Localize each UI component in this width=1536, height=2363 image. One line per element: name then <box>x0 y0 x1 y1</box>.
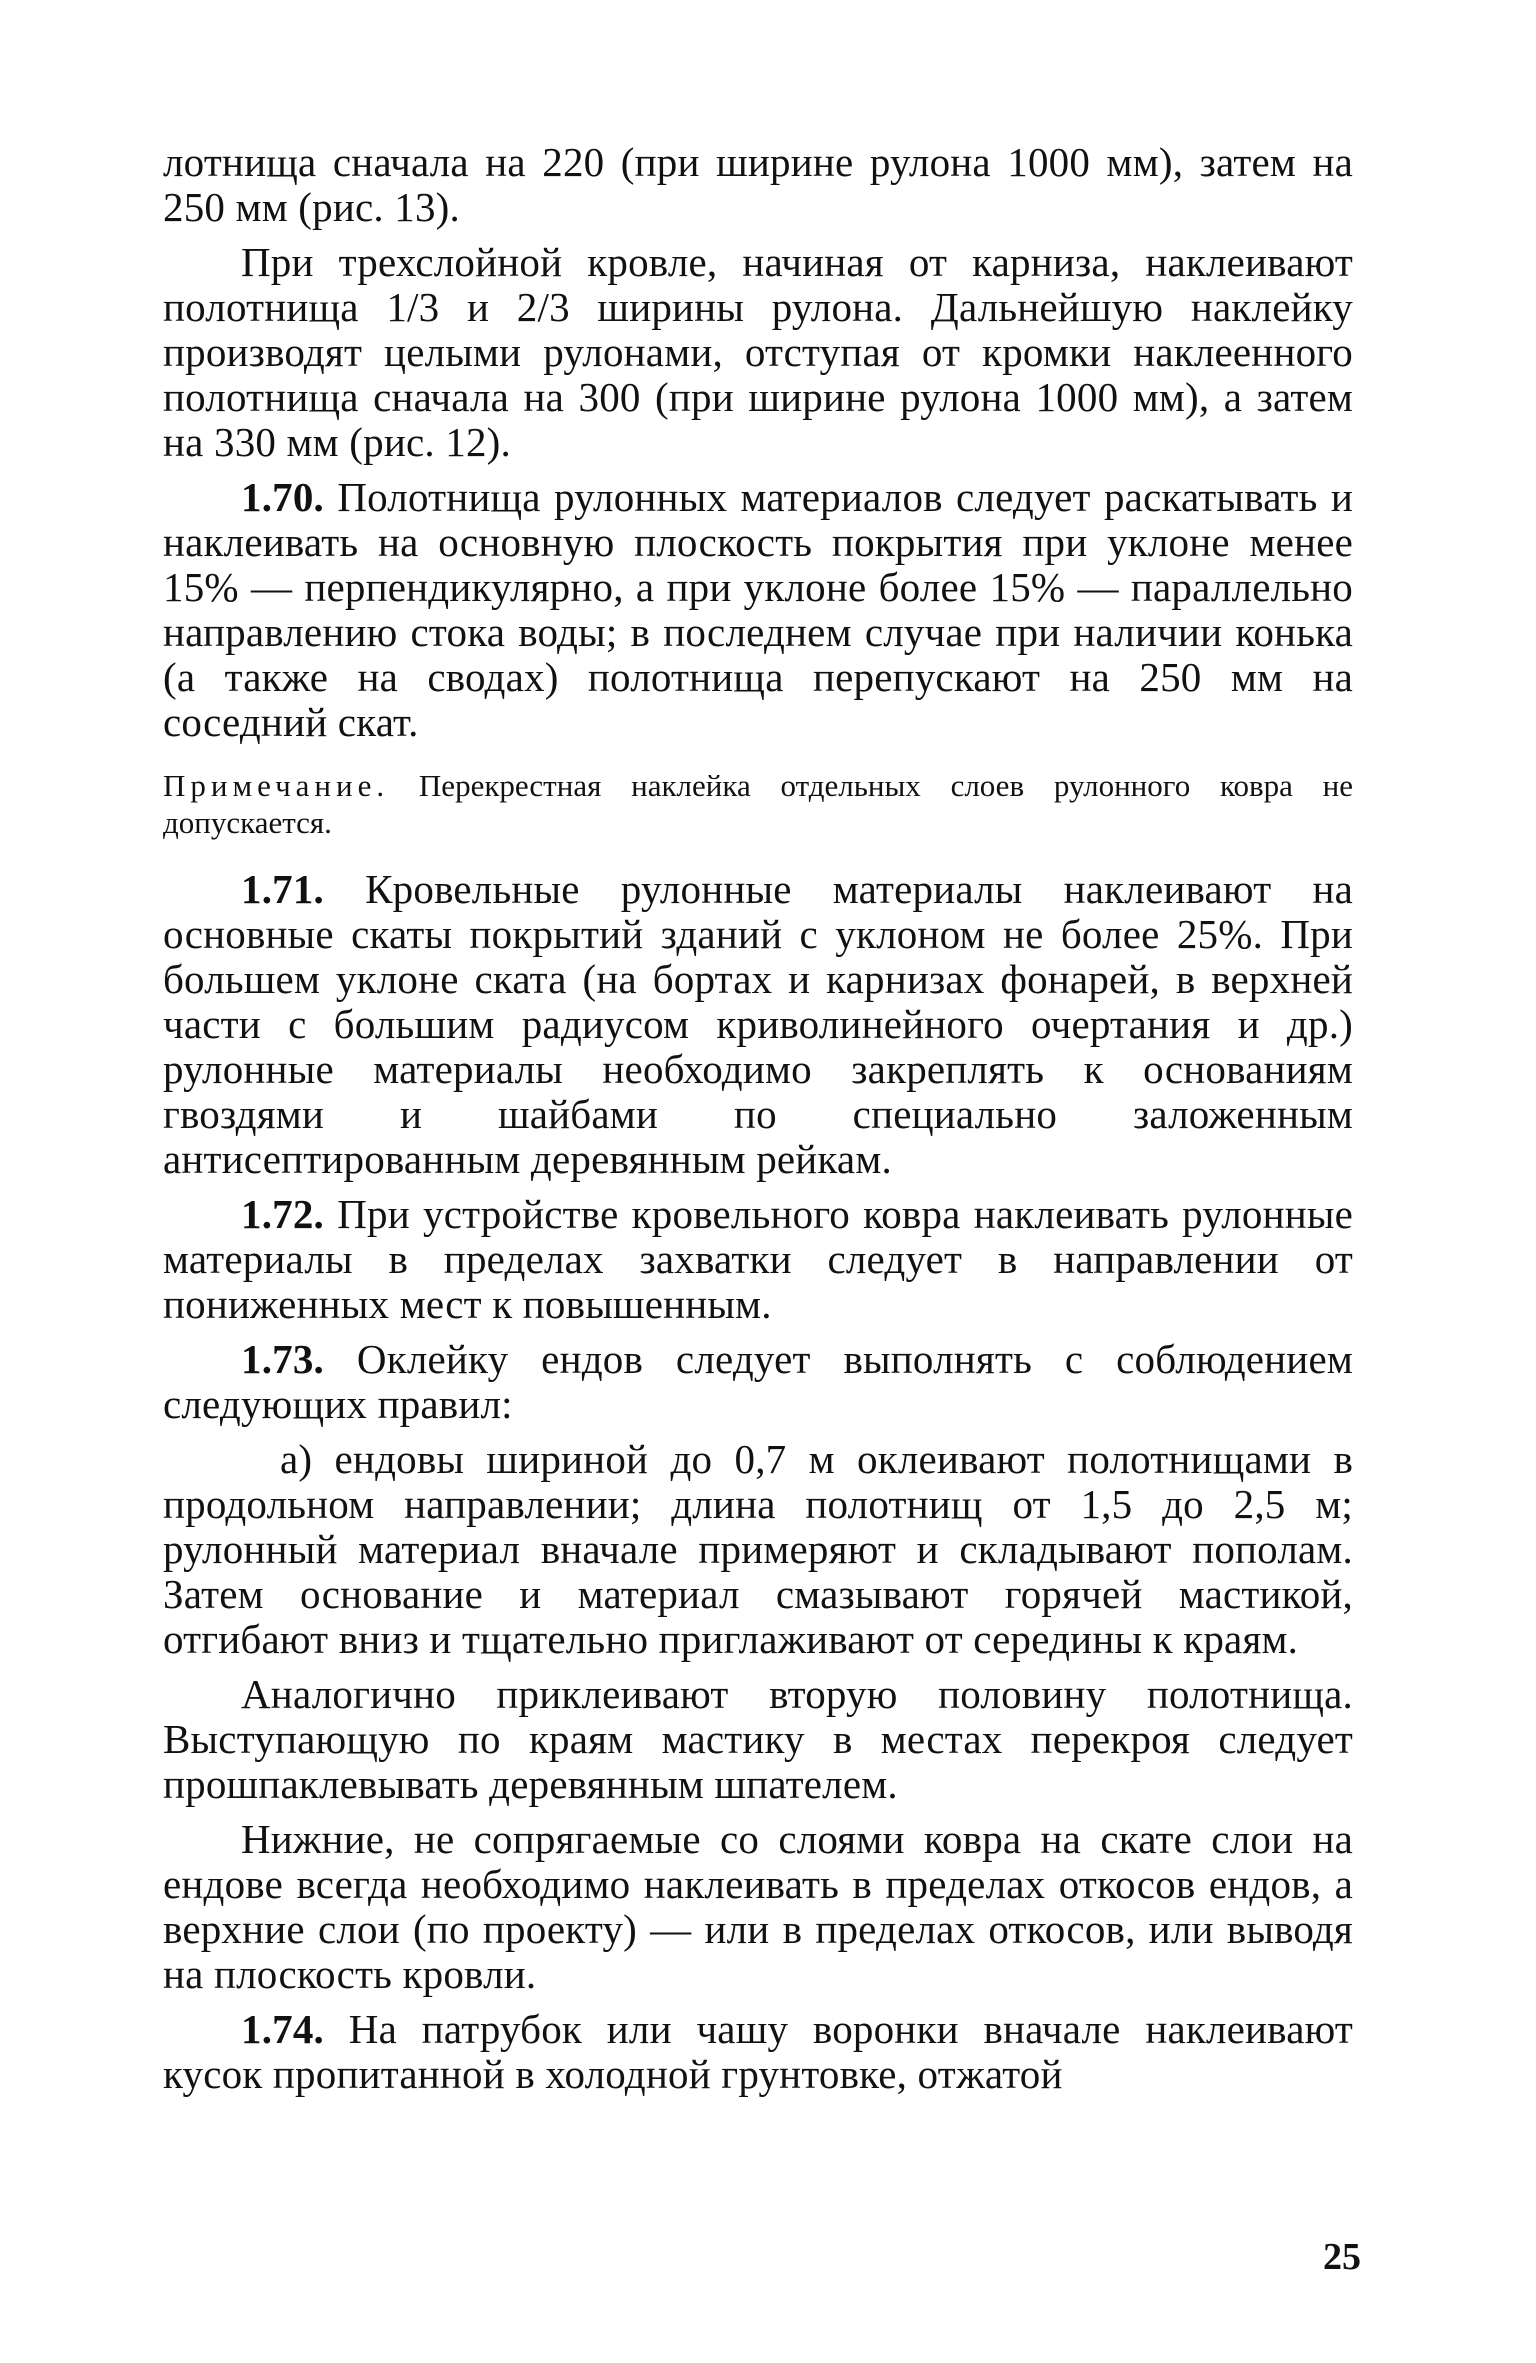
clause-1-71 <box>163 867 1353 1182</box>
clause-1-74 <box>163 2007 1353 2097</box>
paragraph-continuation: лотнища сначала на 220 (при ширине рулона 1000 мм), затем на 250 мм (рис. 13). <box>163 139 1353 230</box>
clause-1-72 <box>163 1192 1353 1327</box>
page-number: 25 <box>1323 2236 1361 2278</box>
paragraph-lower-layers: Нижние, не сопрягаемые со слоями ковра на скате слои на ендове всегда необходимо наклеивать в пределах откосов ендов, а верхние слои (по проекту) — или в пределах откосов, или выводя на плоскость кровли. <box>163 1816 1353 1997</box>
clause-text: Кровельные рулонные материалы наклеивают на основные скаты покрытий зданий с уклоном не более 25%. При большем уклоне ската (на бортах и карнизах фонарей, в верхней части с большим радиусом криволинейного очертания и др.) рулонные материалы необходимо закреплять к основаниям гвоздями и шайбами по специально заложенным антисептированным деревянным рейкам. <box>163 866 1353 1182</box>
clause-number: 1.74. <box>241 2006 324 2052</box>
clause-text: При устройстве кровельного ковра наклеивать рулонные материалы в пределах захватки следует в направлении от пониженных мест к повышенным. <box>163 1191 1354 1327</box>
clause-number: 1.71. <box>241 866 324 912</box>
clause-1-70 <box>163 475 1353 745</box>
clause-text: Оклейку ендов следует выполнять с соблюдением следующих правил: <box>163 1336 1353 1427</box>
clause-number: 1.72. <box>241 1191 324 1237</box>
clause-1-73 <box>163 1337 1353 1427</box>
note <box>163 767 1353 841</box>
clause-text: На патрубок или чашу воронки вначале наклеивают кусок пропитанной в холодной грунтовке, отжатой <box>163 2006 1354 2097</box>
clause-number: 1.73. <box>241 1336 324 1382</box>
paragraph-second-half: Аналогично приклеивают вторую половину полотнища. Выступающую по краям мастику в местах перекроя следует прошпаклевывать деревянным шпателем. <box>163 1671 1353 1807</box>
page-body <box>163 140 1353 2107</box>
paragraph-three-layer-roof: При трехслойной кровле, начиная от карниза, наклеивают полотнища 1/3 и 2/3 ширины рулона. Дальнейшую наклейку производят целыми рулонами, отступая от кромки наклеенного полотнища сначала на 300 (при ширине рулона 1000 мм), а затем на 330 мм (рис. 12). <box>163 239 1353 465</box>
clause-text: Полотнища рулонных материалов следует раскатывать и наклеивать на основную плоскость покрытия при уклоне менее 15% — перпендикулярно, а при уклоне более 15% — параллельно направлению стока воды; в последнем случае при наличии конька (а также на сводах) полотнища перепускают на 250 мм на соседний скат. <box>163 474 1353 745</box>
note-text: Перекрестная наклейка отдельных слоев рулонного ковра не допускается. <box>163 768 1354 840</box>
note-label: Примечание. <box>163 768 390 803</box>
subclause-a: а) ендовы шириной до 0,7 м оклеивают полотнищами в продольном направлении; длина полотнищ от 1,5 до 2,5 м; рулонный материал вначале примеряют и складывают пополам. Затем основание и материал смазывают горячей мастикой, отгибают вниз и тщательно приглаживают от середины к краям. <box>163 1436 1353 1662</box>
clause-number: 1.70. <box>241 474 324 520</box>
